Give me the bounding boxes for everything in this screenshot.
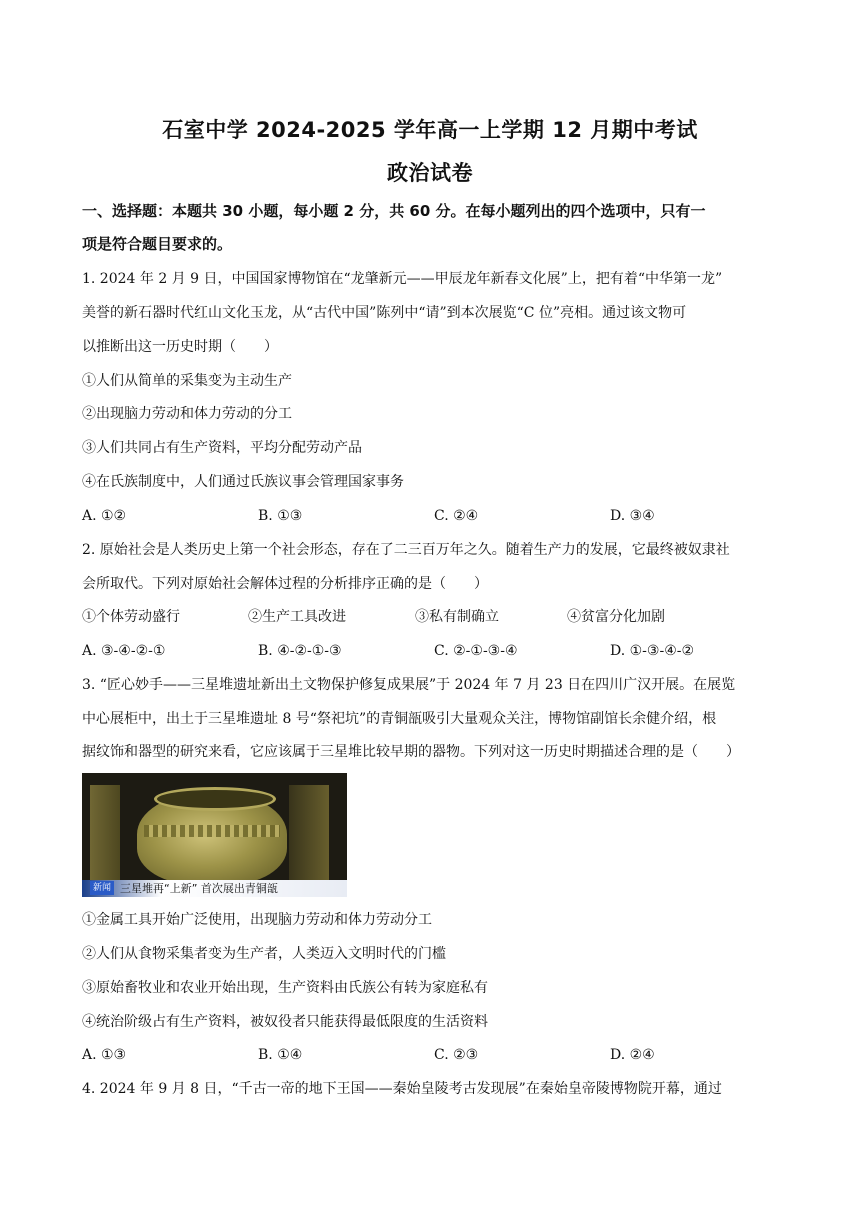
q1-stem-line-3: 以推断出这一历史时期（ ） xyxy=(82,339,278,355)
q1-item-2: ②出现脑力劳动和体力劳动的分工 xyxy=(82,406,292,422)
q2-option-d: D. ①-③-④-② xyxy=(610,643,695,659)
q1-stem-line-1: 1. 2024 年 2 月 9 日，中国国家博物馆在“龙肇新元——甲辰龙年新春文化展”上，把有着“中华第一龙” xyxy=(82,271,723,287)
q3-item-4: ④统治阶级占有生产资料，被奴役者只能获得最低限度的生活资料 xyxy=(82,1014,488,1030)
q2-option-a: A. ③-④-②-① xyxy=(82,643,166,659)
photo-caption: 三星堆再“上新” 首次展出青铜瓿 xyxy=(120,882,278,895)
q2-item-1: ①个体劳动盛行 xyxy=(82,609,180,625)
q1-item-4: ④在氏族制度中，人们通过氏族议事会管理国家事务 xyxy=(82,474,404,490)
q4-stem-line-1: 4. 2024 年 9 月 8 日，“千古一帝的地下王国——秦始皇陵考古发现展”在秦始皇帝陵博物院开幕，通过 xyxy=(82,1081,722,1097)
q3-option-b: B. ①④ xyxy=(258,1047,303,1063)
section-heading-line-2: 项是符合题目要求的。 xyxy=(82,235,233,253)
q2-item-4: ④贫富分化加剧 xyxy=(567,609,665,625)
bronze-vessel-photo xyxy=(82,773,347,897)
exam-title: 石室中学 2024-2025 学年高一上学期 12 月期中考试 xyxy=(162,118,698,142)
q3-option-a: A. ①③ xyxy=(82,1047,127,1063)
q1-item-3: ③人们共同占有生产资料，平均分配劳动产品 xyxy=(82,440,362,456)
q2-item-2: ②生产工具改进 xyxy=(248,609,346,625)
section-heading-line-1: 一、选择题：本题共 30 小题，每小题 2 分，共 60 分。在每小题列出的四个选项中，只有一 xyxy=(82,202,706,220)
q1-option-a: A. ①② xyxy=(82,508,127,524)
q2-option-b: B. ④-②-①-③ xyxy=(258,643,342,659)
q1-option-b: B. ①③ xyxy=(258,508,303,524)
exam-subtitle: 政治试卷 xyxy=(387,161,473,185)
q2-item-3: ③私有制确立 xyxy=(415,609,499,625)
q3-stem-line-2: 中心展柜中，出土于三星堆遗址 8 号“祭祀坑”的青铜瓿吸引大量观众关注，博物馆副馆长余健介绍，根 xyxy=(82,711,717,727)
q3-option-d: D. ②④ xyxy=(610,1047,655,1063)
q3-item-1: ①金属工具开始广泛使用，出现脑力劳动和体力劳动分工 xyxy=(82,912,432,928)
q1-option-c: C. ②④ xyxy=(434,508,479,524)
q1-item-1: ①人们从简单的采集变为主动生产 xyxy=(82,373,292,389)
q3-option-c: C. ②③ xyxy=(434,1047,479,1063)
news-logo: 新闻 xyxy=(90,881,114,895)
q2-option-c: C. ②-①-③-④ xyxy=(434,643,518,659)
q2-stem-line-1: 2. 原始社会是人类历史上第一个社会形态，存在了二三百万年之久。随着生产力的发展，它最终被奴隶社 xyxy=(82,542,730,558)
q2-stem-line-2: 会所取代。下列对原始社会解体过程的分析排序正确的是（ ） xyxy=(82,576,488,592)
q1-stem-line-2: 美誉的新石器时代红山文化玉龙，从“古代中国”陈列中“请”到本次展览“C 位”亮相。通过该文物可 xyxy=(82,305,687,321)
q3-stem-line-3: 据纹饰和器型的研究来看，它应该属于三星堆比较早期的器物。下列对这一历史时期描述合理的是（ ） xyxy=(82,744,740,760)
q3-item-3: ③原始畜牧业和农业开始出现，生产资料由氏族公有转为家庭私有 xyxy=(82,980,488,996)
q3-stem-line-1: 3. “匠心妙手——三星堆遗址新出土文物保护修复成果展”于 2024 年 7 月 23 日在四川广汉开展。在展览 xyxy=(82,677,736,693)
q1-option-d: D. ③④ xyxy=(610,508,655,524)
q3-item-2: ②人们从食物采集者变为生产者，人类迈入文明时代的门槛 xyxy=(82,946,446,962)
